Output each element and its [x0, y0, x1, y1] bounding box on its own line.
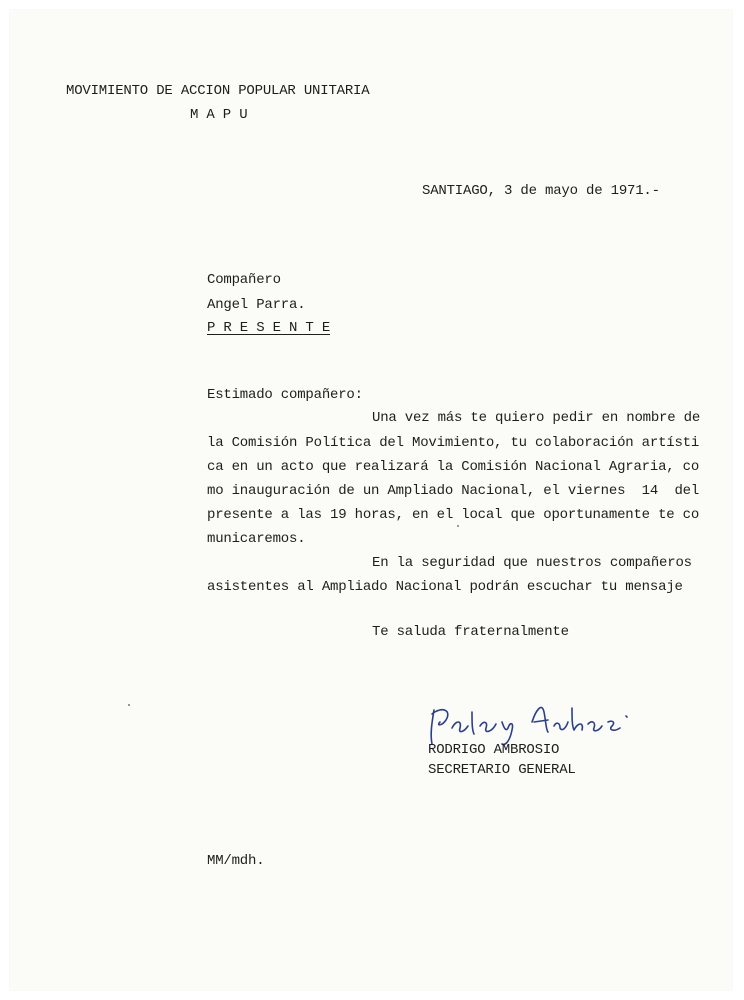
body-line: asistentes al Ampliado Nacional podrán escuchar tu mensaje	[207, 579, 683, 595]
reference-initials: MM/mdh.	[207, 853, 265, 869]
paper-speck	[128, 704, 130, 706]
body-line: mo inauguración de un Ampliado Nacional, el viernes 14 del	[207, 483, 700, 499]
body-line: la Comisión Política del Movimiento, tu colaboración artísti	[207, 435, 700, 451]
signatory-name: RODRIGO AMBROSIO	[428, 742, 560, 758]
body-line: ca en un acto que realizará la Comisión Nacional Agraria, co	[207, 459, 700, 475]
recipient-name: Angel Parra.	[207, 297, 306, 313]
recipient-title: Compañero	[207, 272, 281, 288]
body-line: Una vez más te quiero pedir en nombre de	[372, 410, 701, 426]
body-line: presente a las 19 horas, en el local que oportunamente te co	[207, 507, 700, 523]
body-line: En la seguridad que nuestros compañeros	[372, 555, 692, 571]
paper-speck	[457, 525, 459, 527]
recipient-presente: P R E S E N T E	[207, 320, 331, 336]
organization-acronym: M A P U	[190, 107, 248, 123]
letter-sheet	[10, 10, 732, 990]
organization-name: MOVIMIENTO DE ACCION POPULAR UNITARIA	[66, 83, 370, 99]
signatory-title: SECRETARIO GENERAL	[428, 762, 576, 778]
closing-line: Te saluda fraternalmente	[372, 624, 569, 640]
body-line: municaremos.	[207, 531, 306, 547]
salutation: Estimado compañero:	[207, 387, 363, 403]
letter-date: SANTIAGO, 3 de mayo de 1971.-	[422, 183, 660, 199]
